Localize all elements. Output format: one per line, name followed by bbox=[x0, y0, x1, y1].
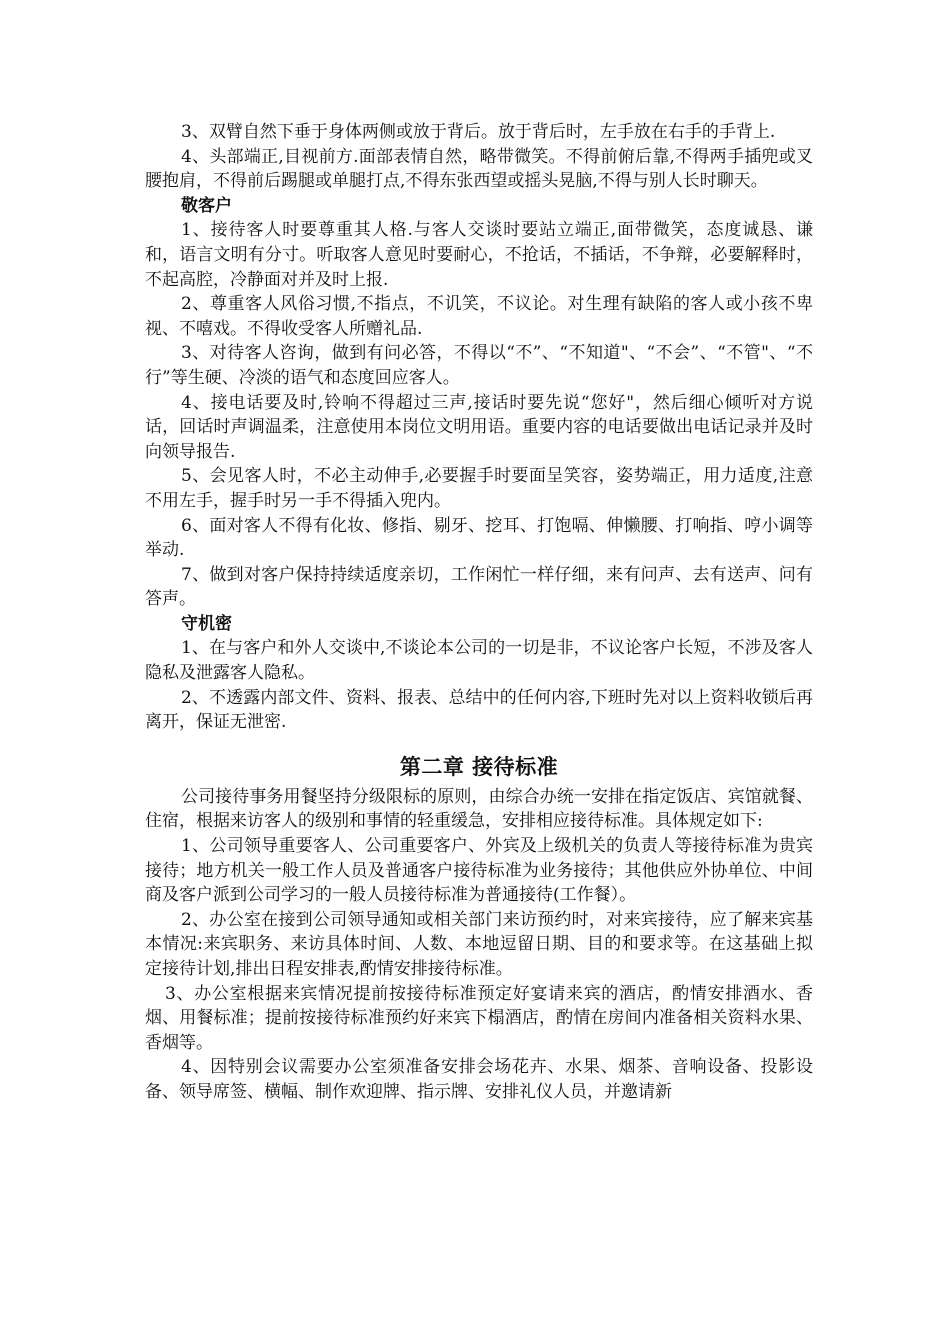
paragraph-respect-3: 3、对待客人咨询，做到有问必答，不得以“不”、“不知道"、“不会”、“不管"、“不行”等生硬、冷淡的语气和态度回应客人。 bbox=[145, 343, 813, 388]
paragraph-respect-1: 1、接待客人时要尊重其人格.与客人交谈时要站立端正,面带微笑，态度诚恳、谦和，语言文明有分寸。听取客人意见时要耐心，不抢话，不插话，不争辩，必要解释时，不起高腔，冷静面对并及时上报. bbox=[145, 220, 813, 290]
paragraph-respect-7: 7、做到对客户保持持续适度亲切，工作闲忙一样仔细，来有问声、去有送声、问有答声。 bbox=[145, 564, 813, 610]
paragraph-posture-3: 3、双臂自然下垂于身体两侧或放于背后。放于背后时，左手放在右手的手背上. bbox=[181, 122, 776, 142]
paragraph-confidentiality-2: 2、不透露内部文件、资料、报表、总结中的任何内容,下班时先对以上资料收锁后再离开，保证无泄密. bbox=[145, 687, 813, 733]
document-page bbox=[145, 120, 813, 1105]
paragraph-confidentiality-1: 1、在与客户和外人交谈中,不谈论本公司的一切是非，不议论客户长短，不涉及客人隐私及泄露客人隐私。 bbox=[145, 638, 813, 684]
paragraph-standard-1: 1、公司领导重要客人、公司重要客户、外宾及上级机关的负责人等接待标准为贵宾接待；地方机关一般工作人员及普通客户接待标准为业务接待；其他供应外协单位、中间商及客户派到公司学习的一般人员接待标准为普通接待(工作餐）。 bbox=[145, 836, 813, 906]
chapter-title: 第二章 接待标准 bbox=[399, 754, 559, 779]
paragraph-respect-5: 5、会见客人时，不必主动伸手,必要握手时要面呈笑容，姿势端正，用力适度,注意不用左手，握手时另一手不得插入兜内。 bbox=[145, 466, 813, 511]
paragraph-respect-4: 4、接电话要及时,铃响不得超过三声,接话时要先说“您好"，然后细心倾听对方说话，回话时声调温柔，注意使用本岗位文明用语。重要内容的电话要做出电话记录并及时向领导报告. bbox=[145, 392, 813, 462]
paragraph-posture-4: 4、头部端正,目视前方.面部表情自然，略带微笑。不得前俯后靠,不得两手插兜或叉腰抱肩，不得前后踢腿或单腿打点,不得东张西望或摇头晃脑,不得与别人长时聊天。 bbox=[145, 146, 813, 192]
paragraph-respect-2: 2、尊重客人风俗习惯,不指点，不讥笑，不议论。对生理有缺陷的客人或小孩不卑视、不嘻戏。不得收受客人所赠礼品. bbox=[145, 294, 813, 339]
paragraph-standard-2: 2、办公室在接到公司领导通知或相关部门来访预约时，对来宾接待，应了解来宾基本情况:来宾职务、来访具体时间、人数、本地逗留日期、目的和要求等。在这基础上拟定接待计划,排出日程安排表,酌情安排接待标准。 bbox=[145, 909, 813, 979]
paragraph-respect-6: 6、面对客人不得有化妆、修指、剔牙、挖耳、打饱嗝、伸懒腰、打响指、哼小调等举动. bbox=[145, 515, 813, 561]
paragraph-standard-3: 3、办公室根据来宾情况提前按接待标准预定好宴请来宾的酒店，酌情安排酒水、香烟、用餐标准；提前按接待标准预约好来宾下榻酒店，酌情在房间内准备相关资料水果、香烟等。 bbox=[145, 983, 813, 1053]
heading-respect-customers: 敬客户 bbox=[181, 195, 232, 216]
heading-confidentiality: 守机密 bbox=[181, 613, 232, 634]
paragraph-standard-4: 4、因特别会议需要办公室须准备安排会场花卉、水果、烟茶、音响设备、投影设备、领导席签、横幅、制作欢迎牌、指示牌、安排礼仪人员，并邀请新 bbox=[145, 1057, 813, 1102]
paragraph-chapter-intro: 公司接待事务用餐坚持分级限标的原则，由综合办统一安排在指定饭店、宾馆就餐、住宿，根据来访客人的级别和事情的轻重缓急，安排相应接待标准。具体规定如下: bbox=[145, 786, 813, 832]
